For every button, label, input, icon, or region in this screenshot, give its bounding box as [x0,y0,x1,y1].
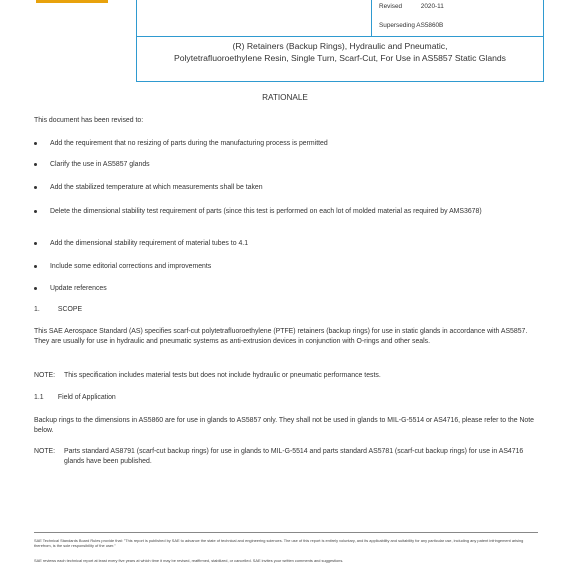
revised-date: 2020-11 [420,3,444,10]
rationale-intro: This document has been revised to: [34,117,144,124]
superseding-text: Superseding AS5860B [379,22,444,29]
footer-rule [34,532,538,533]
footer-line-1: SAE Technical Standards Board Rules provide that: "This report is published by SAE to advance the state of technical and engineering sciences. The use of this report is entirely voluntary, and its applicability and suitability for any particular use, including any patent infringement arising therefrom, is the sole responsibility of the user." [34,538,524,549]
section-number: 1.1 [34,394,44,401]
note-label: NOTE: [34,448,56,455]
superseding-row [379,22,443,29]
document-title [137,40,543,64]
document-header [136,0,544,82]
sae-logo-fragment [36,0,108,3]
section-title: SCOPE [57,306,83,313]
field-heading [34,394,116,401]
scope-body: This SAE Aerospace Standard (AS) specifies scarf-cut polytetrafluoroethylene (PTFE) retainers (backup rings) for use in static glands in accordance with AS5857. They are usually for use in hydraulic and pneumatic systems as anti-extrusion devices in conjunction with O-rings and other seals. [34,328,528,346]
bullet-icon [34,142,37,145]
section-number: 1. [34,306,40,313]
section-title: Field of Application [57,394,116,401]
bullet-text: Include some editorial corrections and improvements [50,263,212,270]
title-line-2: Polytetrafluoroethylene Resin, Single Turn, Scarf-Cut, For Use in AS5857 Static Glands [174,53,506,63]
revised-label: Revised [379,3,403,10]
bullet-text: Add the stabilized temperature at which measurements shall be taken [50,184,263,191]
header-top-row [137,0,543,37]
note-text: This specification includes material tests but does not include hydraulic or pneumatic performance tests. [64,372,381,379]
header-divider [371,0,372,36]
bullet-icon [34,163,37,166]
bullet-text: Add the dimensional stability requirement of material tubes to 4.1 [50,240,249,247]
bullet-icon [34,265,37,268]
bullet-icon [34,210,37,213]
note-label: NOTE: [34,372,56,379]
note-text: Parts standard AS8791 (scarf-cut backup rings) for use in glands to MIL-G-5514 and parts standard AS5781 (scarf-cut backup rings) for use in AS4716 glands have been published. [64,448,524,466]
bullet-text: Add the requirement that no resizing of parts during the manufacturing process is permitted [50,140,328,147]
bullet-text: Update references [50,285,107,292]
bullet-icon [34,186,37,189]
scope-heading [34,306,82,313]
bullet-text: Clarify the use in AS5857 glands [50,161,150,168]
rationale-heading: RATIONALE [262,93,308,102]
revised-row [379,3,444,10]
bullet-icon [34,242,37,245]
bullet-text: Delete the dimensional stability test requirement of parts (since this test is performed on each lot of molded material as required by AMS3678) [50,208,482,215]
footer-line-2: SAE reviews each technical report at least every five years at which time it may be revised, reaffirmed, stabilized, or cancelled. SAE invites your written comments and suggestions. [34,558,344,563]
title-line-1: (R) Retainers (Backup Rings), Hydraulic and Pneumatic, [232,41,448,51]
field-body: Backup rings to the dimensions in AS5860 are for use in glands to AS5857 only. They shall not be used in glands to MIL-G-5514 or AS4716, please refer to the Note below. [34,417,535,435]
bullet-icon [34,287,37,290]
